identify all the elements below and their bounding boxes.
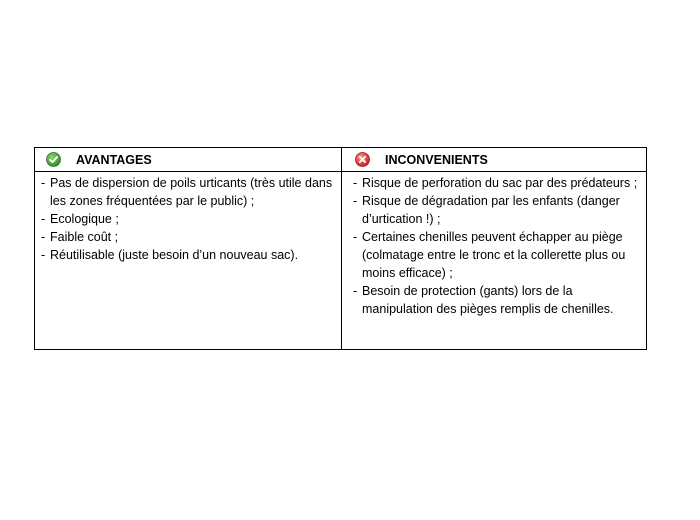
list-item: - Besoin de protection (gants) lors de la manipulation des pièges remplis de chenilles. (353, 284, 614, 316)
cross-icon (355, 152, 370, 167)
list-item: - Pas de dispersion de poils urticants (très utile dans les zones fréquentées par le public) ; (41, 176, 333, 208)
advantages-title: AVANTAGES (76, 152, 152, 167)
list-item: - Faible coût ; (41, 230, 119, 244)
advantages-header (35, 148, 342, 172)
list-item: - Ecologique ; (41, 212, 119, 226)
advantages-list (41, 174, 337, 264)
list-item: - Risque de dégradation par les enfants (danger d’urtication !) ; (353, 194, 620, 226)
list-item: - Risque de perforation du sac par des prédateurs ; (353, 176, 638, 190)
check-icon (46, 152, 61, 167)
inconvenients-list (353, 174, 642, 318)
list-item: - Réutilisable (juste besoin d’un nouveau sac). (41, 248, 299, 262)
advantages-list-cell (35, 172, 342, 349)
inconvenients-title: INCONVENIENTS (385, 152, 488, 167)
inconvenients-header (342, 148, 646, 172)
inconvenients-list-cell (342, 172, 646, 349)
pros-cons-table (34, 147, 647, 350)
list-item: - Certaines chenilles peuvent échapper au piège (colmatage entre le tronc et la collerette plus ou moins efficace) ; (353, 230, 626, 280)
